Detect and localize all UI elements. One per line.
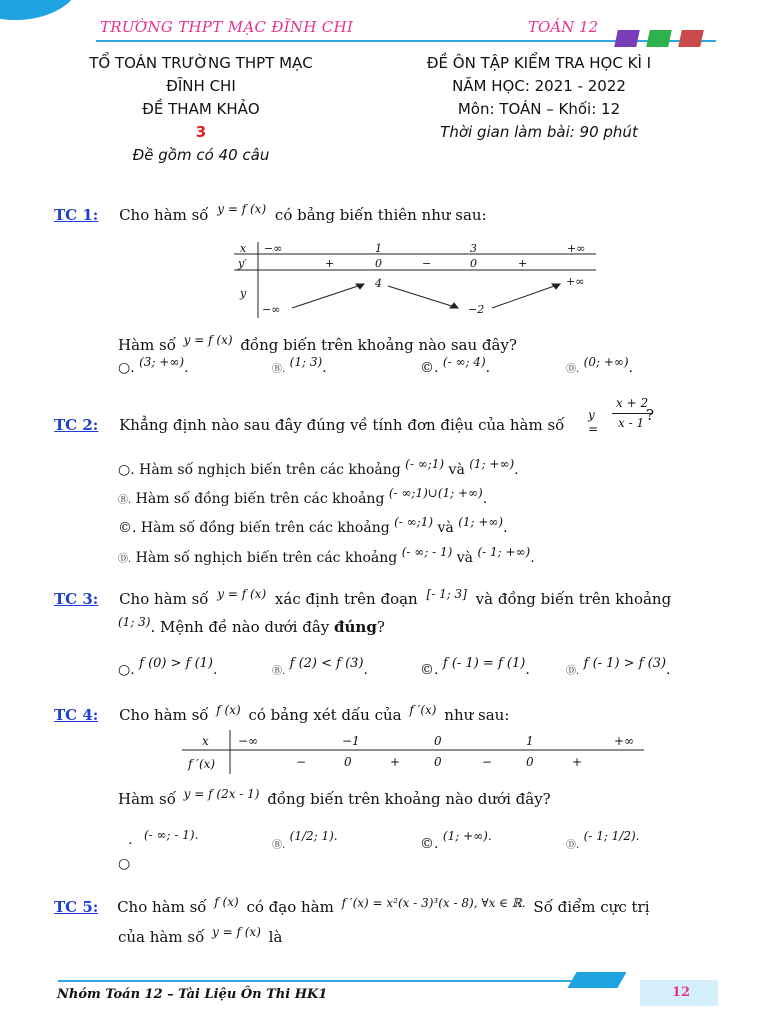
exam-number: 3 — [195, 123, 207, 141]
option-value: f (- 1) = f (1) — [442, 656, 526, 671]
q3-option-a[interactable]: ○. f (0) > f (1). — [118, 656, 218, 678]
question-label: TC 4: — [54, 706, 99, 724]
q4-option-d[interactable] — [566, 829, 640, 852]
math-interval: (1; 3) — [118, 615, 151, 629]
table-cell: 1 — [526, 734, 534, 748]
table-cell: + — [518, 257, 528, 270]
question-3-line2 — [118, 615, 385, 636]
q2-option-a[interactable]: ○. Hàm số nghịch biến trên các khoảng (- ∞;1) và (1; +∞). — [118, 457, 519, 478]
question-1 — [54, 202, 714, 224]
table-cell: 0 — [526, 755, 534, 769]
option-conj: và — [456, 550, 473, 566]
table-cell: 1 — [375, 242, 382, 255]
question-text: . Mệnh đề nào dưới đây — [150, 618, 330, 636]
math-expression: f ′(x) — [409, 703, 437, 717]
question-2 — [54, 416, 714, 434]
q4-option-a[interactable]: . (- ∞; - 1). ○ — [118, 828, 199, 872]
footer-rule — [58, 980, 618, 982]
table-cell: +∞ — [614, 734, 635, 748]
table-cell: − — [422, 257, 432, 270]
school-line-2: ĐĨNH CHI — [166, 77, 236, 95]
subject-grade: Môn: TOÁN – Khối: 12 — [457, 100, 621, 118]
question-text: của hàm số — [118, 928, 205, 946]
q4-option-c[interactable] — [420, 829, 492, 852]
table-cell: y — [240, 287, 247, 300]
option-value: f (2) < f (3) — [289, 656, 364, 671]
table-cell: − — [482, 755, 493, 769]
table-cell: x — [202, 734, 209, 748]
question-label: TC 2: — [54, 416, 99, 434]
question-label: TC 5: — [54, 898, 99, 916]
option-interval: (1; +∞) — [469, 457, 515, 471]
question-label: TC 3: — [54, 590, 99, 608]
option-value: (- ∞; 4) — [442, 355, 486, 369]
option-c-icon: ©. — [420, 360, 439, 376]
option-b-icon: Ⓑ. — [272, 666, 286, 677]
question-text: đồng biến trên khoảng nào sau đây? — [240, 336, 517, 354]
table-cell: −2 — [468, 303, 485, 316]
page-number: 12 — [672, 985, 691, 1000]
derivative-expression: f ′(x) = x²(x - 3)³(x - 8), ∀x ∈ ℝ. — [341, 896, 526, 910]
math-expression: y = f (2x - 1) — [183, 787, 260, 801]
option-c-icon: ©. — [420, 836, 439, 852]
exam-info-right — [398, 52, 680, 144]
option-value: (0; +∞) — [583, 355, 629, 369]
question-text: xác định trên đoạn — [274, 590, 418, 608]
sign-table — [178, 728, 648, 776]
question-text: Cho hàm số — [119, 590, 209, 608]
question-text: có bảng xét dấu của — [248, 706, 402, 724]
table-cell: 0 — [344, 755, 352, 769]
question-3 — [54, 587, 714, 608]
option-interval: (- ∞;1) — [405, 457, 445, 471]
option-text: Hàm số nghịch biến trên các khoảng — [139, 462, 401, 478]
header-subject: TOÁN 12 — [528, 18, 599, 36]
exam-title: ĐỀ ÔN TẬP KIỂM TRA HỌC KÌ I — [426, 54, 652, 72]
table-cell: + — [390, 755, 401, 769]
table-cell: −∞ — [238, 734, 259, 748]
option-conj: và — [437, 520, 454, 536]
table-cell: 0 — [470, 257, 477, 270]
school-year: NĂM HỌC: 2021 - 2022 — [452, 77, 626, 95]
math-expression: y = f (x) — [217, 587, 267, 601]
option-value: (- ∞; - 1). — [144, 828, 199, 842]
option-text: Hàm số đồng biến trên các khoảng — [140, 520, 390, 536]
question-1-follow — [118, 333, 517, 354]
math-expression: f (x) — [214, 895, 239, 909]
question-text: Cho hàm số — [117, 898, 207, 916]
option-a-icon: ○. — [118, 360, 135, 376]
question-text: Hàm số — [118, 790, 176, 808]
option-text: Hàm số đồng biến trên các khoảng — [135, 491, 385, 507]
question-text: có bảng biến thiên như sau: — [274, 206, 487, 224]
option-value: (- 1; 1/2). — [583, 829, 640, 843]
option-interval: (- ∞;1)∪(1; +∞) — [388, 486, 483, 500]
option-value: (3; +∞) — [139, 355, 185, 369]
option-value: (1; +∞). — [442, 829, 492, 843]
q2-option-d[interactable]: Ⓓ. Hàm số nghịch biến trên các khoảng (- ∞; - 1) và (- 1; +∞). — [118, 545, 535, 566]
q2-option-c[interactable]: ©. Hàm số đồng biến trên các khoảng (- ∞;1) và (1; +∞). — [118, 515, 508, 536]
q1-option-d[interactable]: Ⓓ. (0; +∞). — [566, 355, 633, 376]
question-text: Số điểm cực trị — [533, 898, 650, 916]
option-b-icon: Ⓑ. — [118, 495, 132, 506]
color-square-purple — [614, 30, 640, 47]
option-d-icon: Ⓓ. — [566, 666, 580, 677]
table-cell: x — [240, 242, 247, 255]
option-text: Hàm số nghịch biến trên các khoảng — [135, 550, 398, 566]
question-label: TC 1: — [54, 206, 99, 224]
option-c-icon: ©. — [118, 520, 137, 536]
variation-table — [230, 240, 600, 320]
question-text: có đạo hàm — [246, 898, 334, 916]
question-4-follow — [118, 787, 551, 808]
table-cell: y′ — [238, 257, 247, 270]
question-text: Cho hàm số — [119, 206, 209, 224]
exam-type: ĐỀ THAM KHẢO — [142, 100, 260, 118]
question-text: Khẳng định nào sau đây đúng về tính đơn điệu của hàm số — [119, 416, 565, 434]
option-value: (1; 3) — [289, 355, 323, 369]
emphasis-text: đúng — [334, 618, 377, 636]
question-5 — [54, 895, 724, 916]
table-cell: −∞ — [262, 303, 281, 316]
table-cell: − — [296, 755, 307, 769]
question-text: Hàm số — [118, 336, 176, 354]
color-square-red — [678, 30, 704, 47]
color-square-green — [646, 30, 672, 47]
question-text: ? — [376, 618, 385, 636]
question-count: Đề gồm có 40 câu — [132, 146, 270, 164]
table-cell: 4 — [375, 277, 382, 290]
math-expression: y = f (x) — [212, 925, 261, 939]
fraction-denominator: x - 1 — [618, 416, 645, 430]
header-school: TRƯỜNG THPT MẠC ĐĨNH CHI — [100, 18, 354, 36]
option-a-icon: ○. — [118, 462, 135, 478]
school-line-1: TỔ TOÁN TRƯỜNG THPT MẠC — [89, 54, 313, 72]
question-text: là — [268, 928, 283, 946]
question-4 — [54, 703, 714, 724]
fraction-numerator: x + 2 — [616, 396, 649, 410]
option-a-icon: ○ — [118, 856, 131, 872]
table-cell: 0 — [434, 734, 442, 748]
option-conj: và — [448, 462, 465, 478]
footer-accent — [567, 972, 626, 988]
question-text: như sau: — [444, 706, 510, 724]
option-d-icon: Ⓓ. — [118, 554, 132, 565]
math-expression: y = f (x) — [217, 202, 267, 216]
q1-option-c[interactable]: ©. (- ∞; 4). — [420, 355, 491, 376]
question-text: và đồng biến trên khoảng — [475, 590, 672, 608]
option-interval: (- ∞;1) — [394, 515, 434, 529]
math-expression: y = f (x) — [183, 333, 233, 347]
q2-option-b[interactable]: Ⓑ. Hàm số đồng biến trên các khoảng (- ∞;1)∪(1; +∞). — [118, 486, 488, 507]
table-cell: f ′(x) — [188, 757, 216, 771]
math-interval: [- 1; 3] — [426, 587, 467, 601]
option-interval: (1; +∞) — [458, 515, 504, 529]
question-5-line2 — [118, 925, 283, 946]
q3-option-c[interactable]: ©. f (- 1) = f (1). — [420, 656, 530, 678]
option-a-icon: ○. — [118, 662, 135, 678]
table-cell: −∞ — [264, 242, 283, 255]
table-cell: + — [325, 257, 335, 270]
corner-decoration — [0, 0, 80, 20]
option-value: f (0) > f (1) — [139, 656, 213, 671]
option-d-icon: Ⓓ. — [566, 840, 580, 851]
table-cell: −1 — [342, 734, 360, 748]
time-limit: Thời gian làm bài: 90 phút — [440, 123, 638, 141]
option-b-icon: Ⓑ. — [272, 840, 286, 851]
q1-option-b[interactable]: Ⓑ. (1; 3). — [272, 355, 327, 376]
option-b-icon: Ⓑ. — [272, 364, 286, 375]
question-text: đồng biến trên khoảng nào dưới đây? — [267, 790, 551, 808]
table-cell: 0 — [434, 755, 442, 769]
math-expression: f (x) — [216, 703, 241, 717]
option-c-icon: ©. — [420, 662, 439, 678]
q1-option-a[interactable]: ○. (3; +∞). — [118, 355, 189, 376]
table-cell: + — [572, 755, 583, 769]
table-cell: +∞ — [567, 242, 586, 255]
footer-text: Nhóm Toán 12 – Tài Liệu Ôn Thi HK1 — [57, 987, 328, 1002]
option-value: (1/2; 1). — [289, 829, 338, 843]
q3-option-d[interactable]: Ⓓ. f (- 1) > f (3). — [566, 656, 671, 678]
option-interval: (- ∞; - 1) — [401, 545, 453, 559]
table-cell: 3 — [470, 242, 477, 255]
option-interval: (- 1; +∞) — [477, 545, 531, 559]
question-text: Cho hàm số — [119, 706, 209, 724]
exam-info-left — [60, 52, 342, 167]
option-d-icon: Ⓓ. — [566, 364, 580, 375]
q3-option-b[interactable]: Ⓑ. f (2) < f (3). — [272, 656, 368, 678]
table-cell: 0 — [375, 257, 382, 270]
q4-option-b[interactable] — [272, 829, 338, 852]
option-value: f (- 1) > f (3) — [583, 656, 667, 671]
table-cell: +∞ — [566, 275, 585, 288]
